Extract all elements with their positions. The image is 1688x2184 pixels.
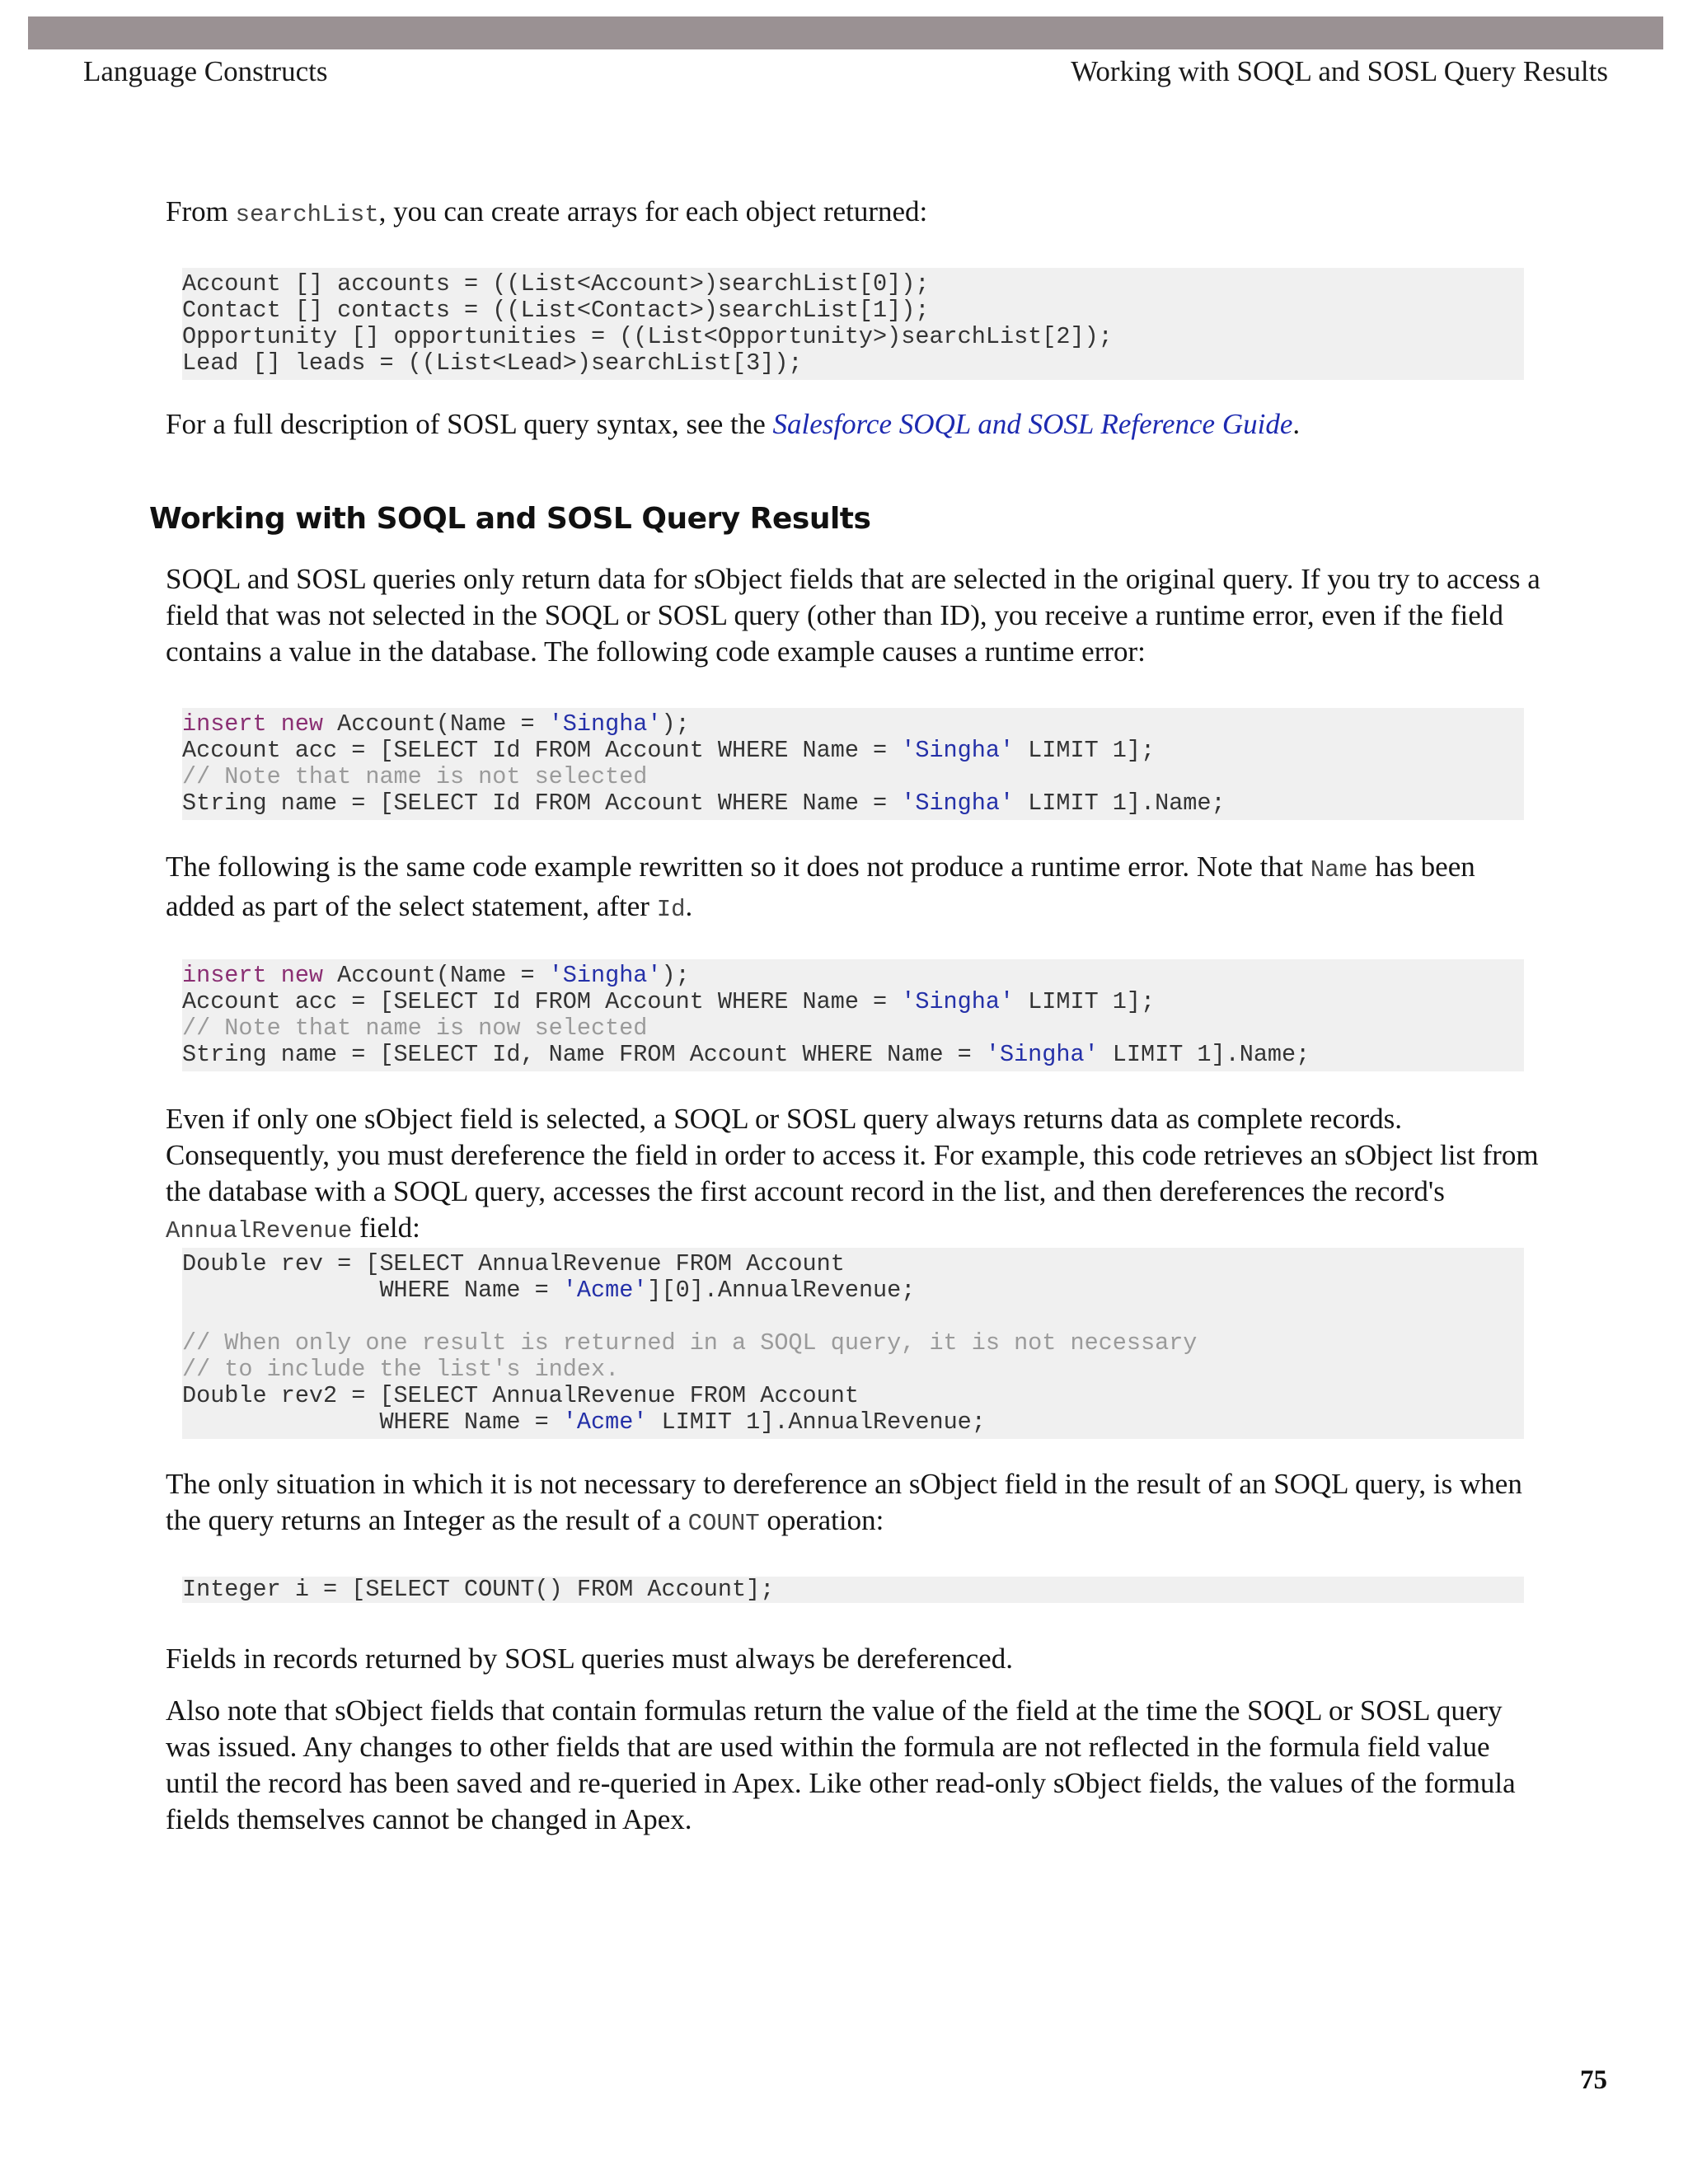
para3-text: field: (352, 1212, 420, 1244)
code-block-runtime-error (182, 708, 1524, 820)
code-text: Account(Name = (323, 962, 549, 989)
code-comment: // When only one result is returned in a SOQL query, it is not necessary (182, 1329, 1198, 1357)
code-block-arrays (182, 268, 1524, 380)
intro-prefix: From (166, 195, 236, 227)
dereference-paragraph (166, 1101, 1542, 1249)
para2-text: has been added as part of the select statement, after (166, 851, 1475, 922)
intro-paragraph (166, 194, 1542, 233)
header-chapter-title: Language Constructs (83, 55, 328, 87)
code-text: ); (661, 710, 690, 738)
code-text: Account acc = [SELECT Id FROM Account WHERE Name = (182, 988, 902, 1015)
code-line (182, 1042, 1524, 1068)
code-string: 'Singha' (548, 710, 662, 738)
code-string: 'Singha' (901, 988, 1015, 1015)
code-line (182, 711, 1524, 738)
code-block-annual-revenue (182, 1248, 1524, 1439)
sosl-dereference-paragraph: Fields in records returned by SOSL queries must always be dereferenced. (166, 1643, 1013, 1675)
code-text: LIMIT 1].Name; (1098, 1041, 1311, 1068)
runtime-error-paragraph: SOQL and SOSL queries only return data for sObject fields that are selected in the original query. If you try to access a field that was not selected in the SOQL or SOSL query (other than ID), you receive a runtime error, even if the field contains a value in the database. The following code example causes a runtime error: (166, 563, 1540, 668)
code-text: LIMIT 1]; (1014, 737, 1156, 764)
code-line (182, 989, 1524, 1015)
intro-suffix: , you can create arrays for each object returned: (378, 195, 928, 227)
code-string: 'Acme' (562, 1408, 648, 1436)
para2-text: The following is the same code example rewritten so it does not produce a runtime error. Note that (166, 851, 1311, 883)
code-text: WHERE Name = (182, 1277, 563, 1304)
code-keyword: insert new (182, 710, 324, 738)
code-keyword: insert new (182, 962, 324, 989)
code-block-count (182, 1577, 1524, 1603)
code-line: Opportunity [] opportunities = ((List<Opportunity>)searchList[2]); (182, 323, 1113, 350)
code-line: Lead [] leads = ((List<Lead>)searchList[3]); (182, 349, 803, 377)
code-blank-line (182, 1304, 1524, 1330)
inline-code-name: Name (1310, 856, 1368, 883)
reference-guide-link[interactable]: Salesforce SOQL and SOSL Reference Guide (772, 408, 1293, 440)
code-comment: // to include the list's index. (182, 1356, 620, 1383)
rewritten-example-paragraph (166, 849, 1542, 928)
code-string: 'Singha' (901, 737, 1015, 764)
code-text: LIMIT 1]; (1014, 988, 1156, 1015)
code-line: Integer i = [SELECT COUNT() FROM Account]; (182, 1576, 775, 1603)
code-line: Account [] accounts = ((List<Account>)searchList[0]); (182, 270, 930, 298)
sosl-reference-paragraph (166, 406, 1542, 443)
code-text: ][0].AnnualRevenue; (647, 1277, 916, 1304)
code-line: Contact [] contacts = ((List<Contact>)searchList[1]); (182, 297, 930, 324)
code-comment: // Note that name is not selected (182, 763, 648, 790)
code-line (182, 1409, 1524, 1436)
code-line (182, 963, 1524, 989)
code-block-corrected (182, 959, 1524, 1071)
code-string: 'Singha' (901, 790, 1015, 817)
code-text: String name = [SELECT Id FROM Account WHERE Name = (182, 790, 902, 817)
formula-fields-paragraph: Also note that sObject fields that contain formulas return the value of the field at the time the SOQL or SOSL query was issued. Any changes to other fields that are used within the formula are not reflected in the formula field value until the record has been saved and re-queried in Apex. Like other read-only sObject fields, the values of the formula fields themselves cannot be changed in Apex. (166, 1694, 1516, 1835)
para4-text: The only situation in which it is not necessary to dereference an sObject field in the result of an SOQL query, is when the query returns an Integer as the result of a (166, 1468, 1522, 1536)
code-string: 'Singha' (548, 962, 662, 989)
code-line (182, 790, 1524, 817)
code-comment: // Note that name is now selected (182, 1015, 648, 1042)
header-section-title: Working with SOQL and SOSL Query Results (1071, 55, 1608, 87)
sosl-ref-suffix: . (1292, 408, 1301, 440)
code-text: LIMIT 1].AnnualRevenue; (647, 1408, 986, 1436)
code-string: 'Acme' (562, 1277, 648, 1304)
code-text: ); (661, 962, 690, 989)
page-number: 75 (1580, 2065, 1607, 2095)
section-heading: Working with SOQL and SOSL Query Results (149, 502, 871, 536)
code-text: String name = [SELECT Id, Name FROM Account WHERE Name = (182, 1041, 986, 1068)
code-line (182, 1277, 1524, 1304)
code-line: Double rev = [SELECT AnnualRevenue FROM Account (182, 1250, 845, 1277)
inline-code-count: COUNT (687, 1510, 760, 1537)
code-text: LIMIT 1].Name; (1014, 790, 1226, 817)
count-paragraph (166, 1466, 1542, 1542)
sosl-ref-prefix: For a full description of SOSL query syntax, see the (166, 408, 773, 440)
inline-code-id: Id (656, 896, 686, 923)
code-line (182, 738, 1524, 764)
code-line: Double rev2 = [SELECT AnnualRevenue FROM Account (182, 1382, 859, 1409)
code-text: WHERE Name = (182, 1408, 563, 1436)
para2-text: . (685, 890, 693, 922)
code-text: Account(Name = (323, 710, 549, 738)
top-decorative-bar (28, 16, 1663, 49)
para3-text: Even if only one sObject field is selected, a SOQL or SOSL query always returns data as complete records. Consequently, you must dereference the field in order to access it. For example, this code retrieves an sObject list from the database with a SOQL query, accesses the first account record in the list, and then dereferences the record's (166, 1103, 1539, 1207)
inline-code-annualrevenue: AnnualRevenue (166, 1217, 353, 1244)
inline-code-searchlist: searchList (235, 201, 379, 228)
para4-text: operation: (759, 1504, 884, 1536)
code-string: 'Singha' (985, 1041, 1099, 1068)
code-text: Account acc = [SELECT Id FROM Account WHERE Name = (182, 737, 902, 764)
